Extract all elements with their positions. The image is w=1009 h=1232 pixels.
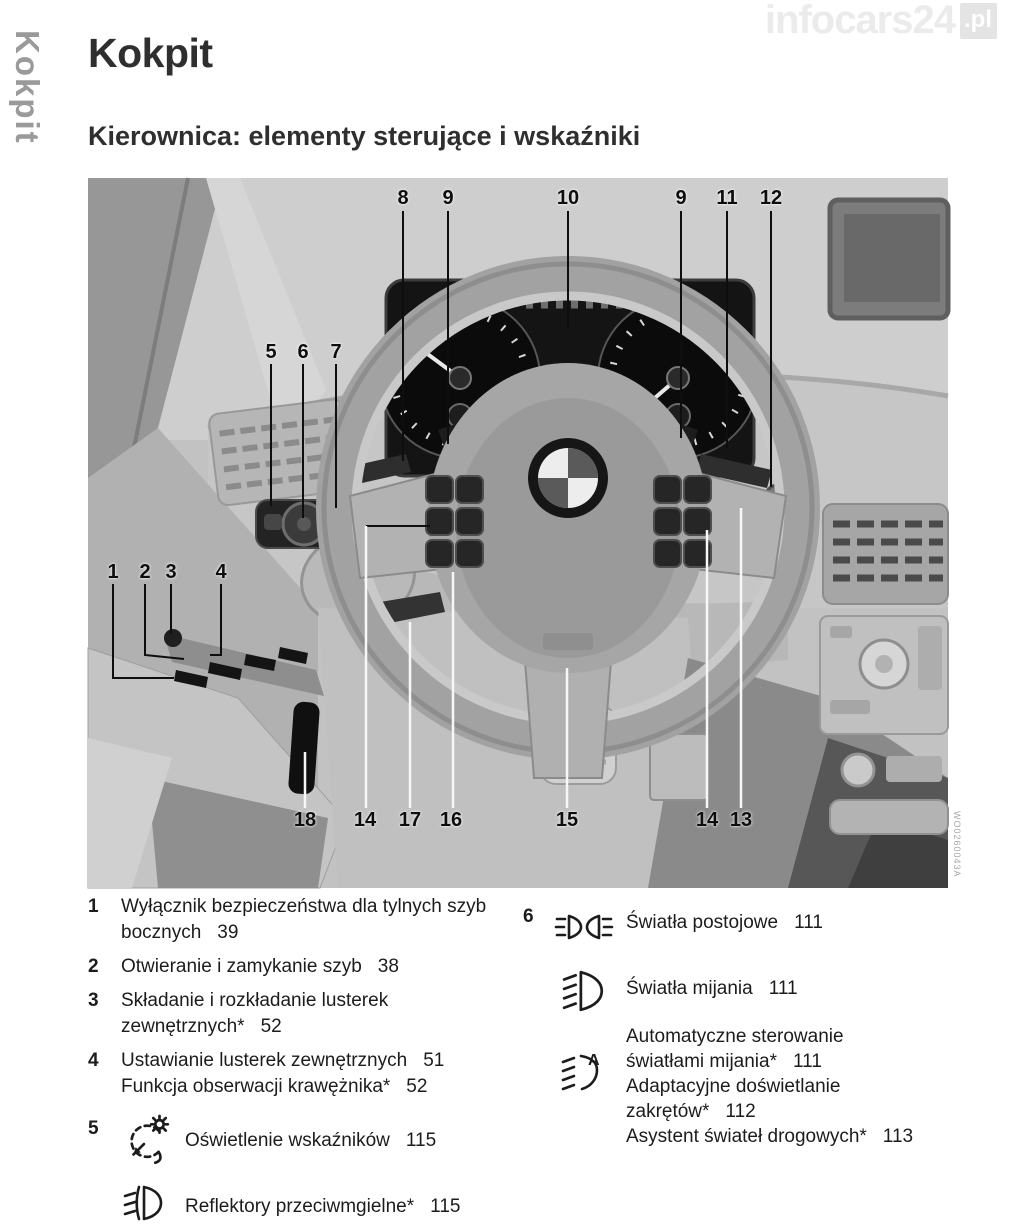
page-ref: 115 xyxy=(405,1130,437,1151)
page-ref: 112 xyxy=(725,1101,756,1122)
legend-item-fog xyxy=(88,1182,540,1224)
section-title: Kierownica: elementy sterujące i wskaźniki xyxy=(88,121,641,151)
airbag-label xyxy=(543,633,593,650)
legend-line: światłami mijania* 111 xyxy=(626,1051,822,1072)
page-ref: 113 xyxy=(882,1126,914,1147)
legend-line: Światła mijania 111 xyxy=(626,978,798,999)
legend-entry-low-beam xyxy=(523,966,975,1014)
page-ref: 52 xyxy=(260,1016,282,1037)
page-ref: 111 xyxy=(793,1051,822,1072)
legend-line: Otwieranie i zamykanie szyb 38 xyxy=(121,956,399,977)
callout-2: 2 xyxy=(139,561,151,583)
legend-item-number: 4 xyxy=(88,1050,99,1071)
legend-line: Oświetlenie wskaźników 115 xyxy=(185,1130,437,1151)
legend-line: Adaptacyjne doświetlanie xyxy=(626,1076,841,1097)
callout-18: 18 xyxy=(293,809,317,831)
callout-7: 7 xyxy=(330,341,342,363)
legend-line: zewnętrznych* 52 xyxy=(121,1016,282,1037)
watermark-tld-badge: .pl xyxy=(960,3,997,39)
callout-10: 10 xyxy=(556,187,580,209)
callout-9-left: 9 xyxy=(442,187,454,209)
page-ref: 51 xyxy=(423,1050,445,1071)
legend-item-number: 1 xyxy=(88,896,99,917)
front-fog-lights-icon xyxy=(121,1182,171,1224)
legend-item-number: 5 xyxy=(88,1118,99,1139)
cockpit-diagram xyxy=(88,178,962,888)
callout-4: 4 xyxy=(215,561,227,583)
legend-line: Światła postojowe 111 xyxy=(626,912,823,933)
legend-line: Ustawianie lusterek zewnętrznych 51 xyxy=(121,1050,445,1071)
callout-5: 5 xyxy=(265,341,277,363)
chapter-tab-vertical: Kokpit xyxy=(9,30,46,145)
legend-line: Wyłącznik bezpieczeństwa dla tylnych szyb xyxy=(121,896,487,917)
callout-14-left: 14 xyxy=(353,809,377,831)
legend-right-column xyxy=(523,904,975,1149)
page-ref: 115 xyxy=(430,1196,461,1217)
page-ref: 111 xyxy=(794,912,823,933)
legend-item-number: 6 xyxy=(523,906,534,927)
automatic-headlight-control-icon xyxy=(556,1024,612,1149)
legend-item-number: 2 xyxy=(88,956,99,977)
legend-left-column xyxy=(88,894,540,1232)
legend-entry-auto-headlights xyxy=(523,1024,975,1149)
callout-12: 12 xyxy=(759,187,783,209)
callout-17: 17 xyxy=(398,809,422,831)
dashboard-illustration xyxy=(88,178,948,888)
page-title: Kokpit xyxy=(88,30,213,76)
legend-item-2 xyxy=(88,954,540,980)
callout-14-right: 14 xyxy=(695,809,719,831)
legend-item-1 xyxy=(88,894,540,946)
legend-item-3 xyxy=(88,988,540,1040)
legend-line: Automatyczne sterowanie xyxy=(626,1026,844,1047)
legend-line: Składanie i rozkładanie lusterek xyxy=(121,990,389,1011)
legend-line: bocznych 39 xyxy=(121,922,239,943)
legend-line: Funkcja obserwacji krawężnika* 52 xyxy=(121,1076,428,1097)
watermark-name: infocars24 xyxy=(764,0,955,42)
air-vent xyxy=(823,504,948,604)
low-beam-headlights-icon xyxy=(556,966,612,1014)
callout-16: 16 xyxy=(439,809,463,831)
callout-6: 6 xyxy=(297,341,309,363)
callout-11: 11 xyxy=(716,187,738,209)
page-ref: 38 xyxy=(377,956,399,977)
legend-line: zakrętów* 112 xyxy=(626,1101,756,1122)
legend-entry-parking-lights xyxy=(523,904,975,942)
callout-8: 8 xyxy=(397,187,409,209)
legend-line: Reflektory przeciwmgielne* 115 xyxy=(185,1196,461,1217)
callout-13: 13 xyxy=(729,809,753,831)
bmw-roundel xyxy=(528,438,608,518)
image-code: WO0260043A xyxy=(952,811,962,878)
legend-item-number: 3 xyxy=(88,990,99,1011)
callout-15: 15 xyxy=(555,809,579,831)
legend-item-4 xyxy=(88,1048,540,1100)
page-ref: 52 xyxy=(406,1076,428,1097)
parking-lights-icon xyxy=(556,904,612,942)
legend-line: Asystent świateł drogowych* 113 xyxy=(626,1126,914,1147)
callout-3: 3 xyxy=(165,561,177,583)
page-ref: 111 xyxy=(768,978,798,999)
svg-text:A: A xyxy=(588,1052,600,1069)
callout-9-right: 9 xyxy=(675,187,687,209)
mirror-adjust-knob xyxy=(164,629,182,647)
legend-item-5 xyxy=(88,1116,540,1170)
watermark xyxy=(765,0,997,43)
page-ref: 39 xyxy=(217,922,239,943)
instrument-lighting-icon xyxy=(121,1116,171,1170)
callout-1: 1 xyxy=(107,561,119,583)
